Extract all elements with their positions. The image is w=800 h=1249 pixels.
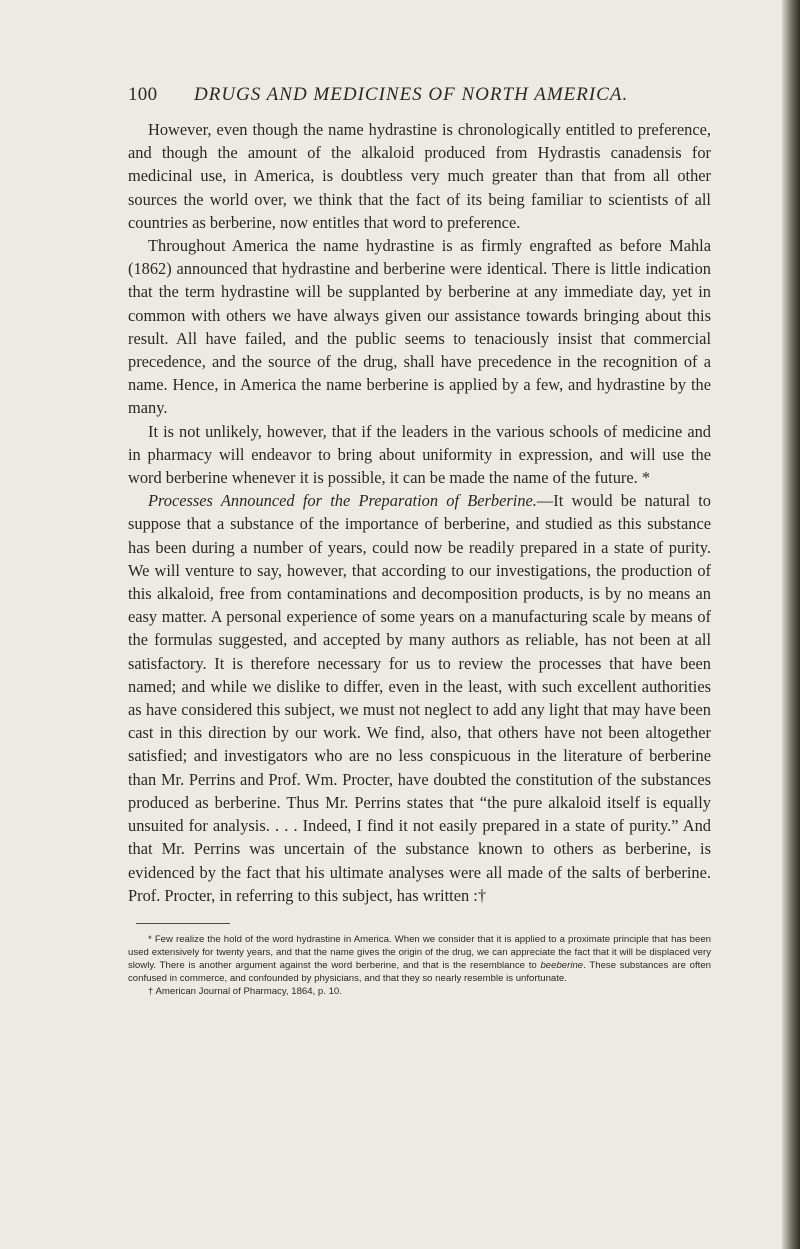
- paragraph: It is not unlikely, however, that if the leaders in the various schools of medicine and in pharmacy will endeavor to bring about uniformity in expression, and will use the word berberine whenever it is possible, it can be made the name of the future. *: [128, 421, 711, 488]
- paragraph: However, even though the name hydrastine is chronologically entitled to preference, and though the amount of the alkaloid produced from Hydrastis canadensis for medicinal use, in America, is doubtless very much greater than that from all other sources the world over, we think that the fact of its being familiar to scientists of all countries as berberine, now entitles that word to preference.: [128, 120, 711, 232]
- page-header: [128, 84, 711, 112]
- paragraph-text: —It would be natural to suppose that a substance of the importance of berberine, and studied as this substance has been during a number of years, could now be readily prepared in a state of purity. We will venture to say, however, that according to our investigations, the production of this alkaloid, free from contaminations and decomposition products, is by no means an easy matter. A personal experience of some years on a manufacturing scale by means of the formulas suggested, and accepted by many authors as reliable, has not been at all satisfactory. It is therefore necessary for us to review the processes that have been named; and while we dislike to differ, even in the least, with such excellent authorities as have considered this subject, we must not neglect to add any light that may have been cast in this direction by our work. We find, also, that others have not been altogether satisfied; and investigators who are no less conspicuous in the literature of berberine than Mr. Perrins and Prof. Wm. Procter, have doubted the constitution of the substances produced as berberine. Thus Mr. Perrins states that “the pure alkaloid itself is equally unsuited for analysis. . . . Indeed, I find it not easily prepared in a state of purity.” And that Mr. Perrins was uncertain of the substance known to others as berberine, is evidenced by the fact that his ultimate analyses were all made of the salts of berberine. Prof. Procter, in referring to this subject, has written :†: [128, 491, 711, 905]
- paragraph: Throughout America the name hydrastine is as firmly engrafted as before Mahla (1862) announced that hydrastine and berberine were identical. There is little indication that the term hydrastine will be supplanted by berberine at any immediate day, yet in common with others we have always given our assistance towards bringing about this result. All have failed, and the public seems to tenaciously insist that commercial precedence, and the source of the drug, shall have precedence in the recognition of a name. Hence, in America the name berberine is applied by a few, and hydrastine by the many.: [128, 236, 711, 418]
- body-text: [128, 118, 711, 907]
- book-page: [128, 84, 711, 998]
- page-number: 100: [128, 84, 158, 105]
- page-edge-shadow: [782, 0, 800, 1249]
- footnote: * Few realize the hold of the word hydrastine in America. When we consider that it is applied to a proximate principle that has been used extensively for twenty years, and that the name gives the origin of the drug, we can appreciate the fact that it will be displaced very slowly. There is another argument against the word berberine, and that is the resemblance to beeberine. These substances are often confused in commerce, and confounded by physicians, and that they so nearly resemble is unfortunate.: [128, 933, 711, 984]
- footnotes: [128, 933, 711, 998]
- footnote-rule: [136, 923, 230, 924]
- running-head: DRUGS AND MEDICINES OF NORTH AMERICA.: [194, 84, 629, 105]
- paragraph: [128, 489, 711, 907]
- section-lead-heading: Processes Announced for the Preparation of Berberine.: [148, 491, 537, 511]
- footnote: † American Journal of Pharmacy, 1864, p. 10.: [148, 985, 342, 997]
